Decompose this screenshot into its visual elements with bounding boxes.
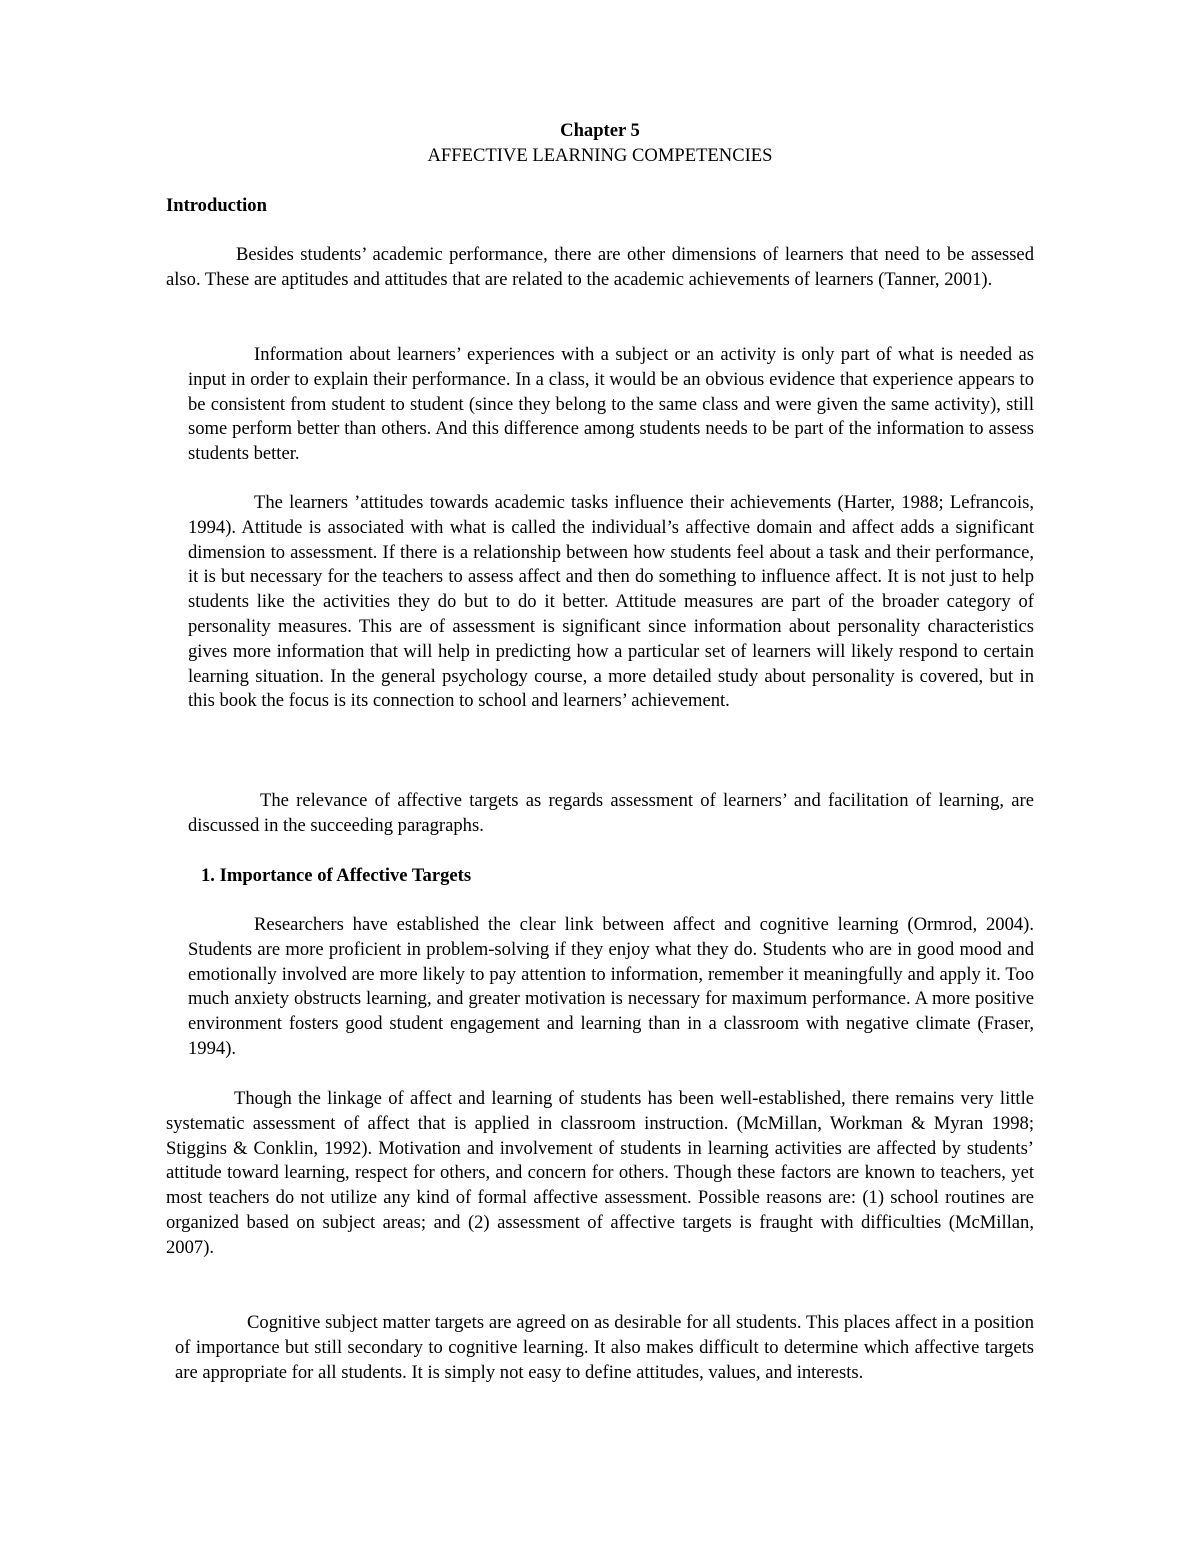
section-1-paragraph-3: Cognitive subject matter targets are agreed on as desirable for all students. This places affect in a position of importance but still secondary to cognitive learning. It also makes difficult to determine which affective targets are appropriate for all students. It is simply not easy to define attitudes, values, and interests. [175, 1312, 1034, 1383]
intro-paragraph-3: The learners ’attitudes towards academic tasks influence their achievements (Harter, 1988; Lefrancois, 1994). Attitude is associated with what is called the individual’s affective domain and affect adds a significant dimension to assessment. If there is a relationship between how students feel about a task and their performance, it is but necessary for the teachers to assess affect and then do something to influence affect. It is not just to help students like the activities they do but to do it better. Attitude measures are part of the broader category of personality measures. This are of assessment is significant since information about personality characteristics gives more information that will help in predicting how a particular set of learners will likely respond to certain learning situation. In the general psychology course, a more detailed study about personality is covered, but in this book the focus is its connection to school and learners’ achievement. [188, 492, 1034, 712]
chapter-title: AFFECTIVE LEARNING COMPETENCIES [427, 145, 773, 166]
section-1-paragraph-1: Researchers have established the clear link between affect and cognitive learning (Ormrod, 2004). Students are more proficient in problem-solving if they enjoy what they do. Students who are in good mood and emotionally involved are more likely to pay attention to information, remember it meaningfully and apply it. Too much anxiety obstructs learning, and greater motivation is necessary for maximum performance. A more positive environment fosters good student engagement and learning than in a classroom with negative climate (Fraser, 1994). [188, 914, 1034, 1059]
intro-paragraph-2: Information about learners’ experiences with a subject or an activity is only part of what is needed as input in order to explain their performance. In a class, it would be an obvious evidence that experience appears to be consistent from student to student (since they belong to the same class and were given the same activity), still some perform better than others. And this difference among students needs to be part of the information to assess students better. [188, 344, 1034, 465]
section-1-heading: 1. Importance of Affective Targets [201, 865, 472, 886]
chapter-label: Chapter 5 [560, 120, 640, 141]
intro-paragraph-4: The relevance of affective targets as regards assessment of learners’ and facilitation of learning, are discussed in the succeeding paragraphs. [188, 790, 1034, 836]
section-1-paragraph-2: Though the linkage of affect and learning of students has been well-established, there remains very little systematic assessment of affect that is applied in classroom instruction. (McMillan, Workman & Myran 1998; Stiggins & Conklin, 1992). Motivation and involvement of students in learning activities are affected by students’ attitude toward learning, respect for others, and concern for others. Though these factors are known to teachers, yet most teachers do not utilize any kind of formal affective assessment. Possible reasons are: (1) school routines are organized based on subject areas; and (2) assessment of affective targets is fraught with difficulties (McMillan, 2007). [166, 1088, 1034, 1258]
intro-paragraph-1: Besides students’ academic performance, there are other dimensions of learners that need to be assessed also. These are aptitudes and attitudes that are related to the academic achievements of learners (Tanner, 2001). [166, 244, 1034, 290]
introduction-heading: Introduction [166, 195, 267, 216]
